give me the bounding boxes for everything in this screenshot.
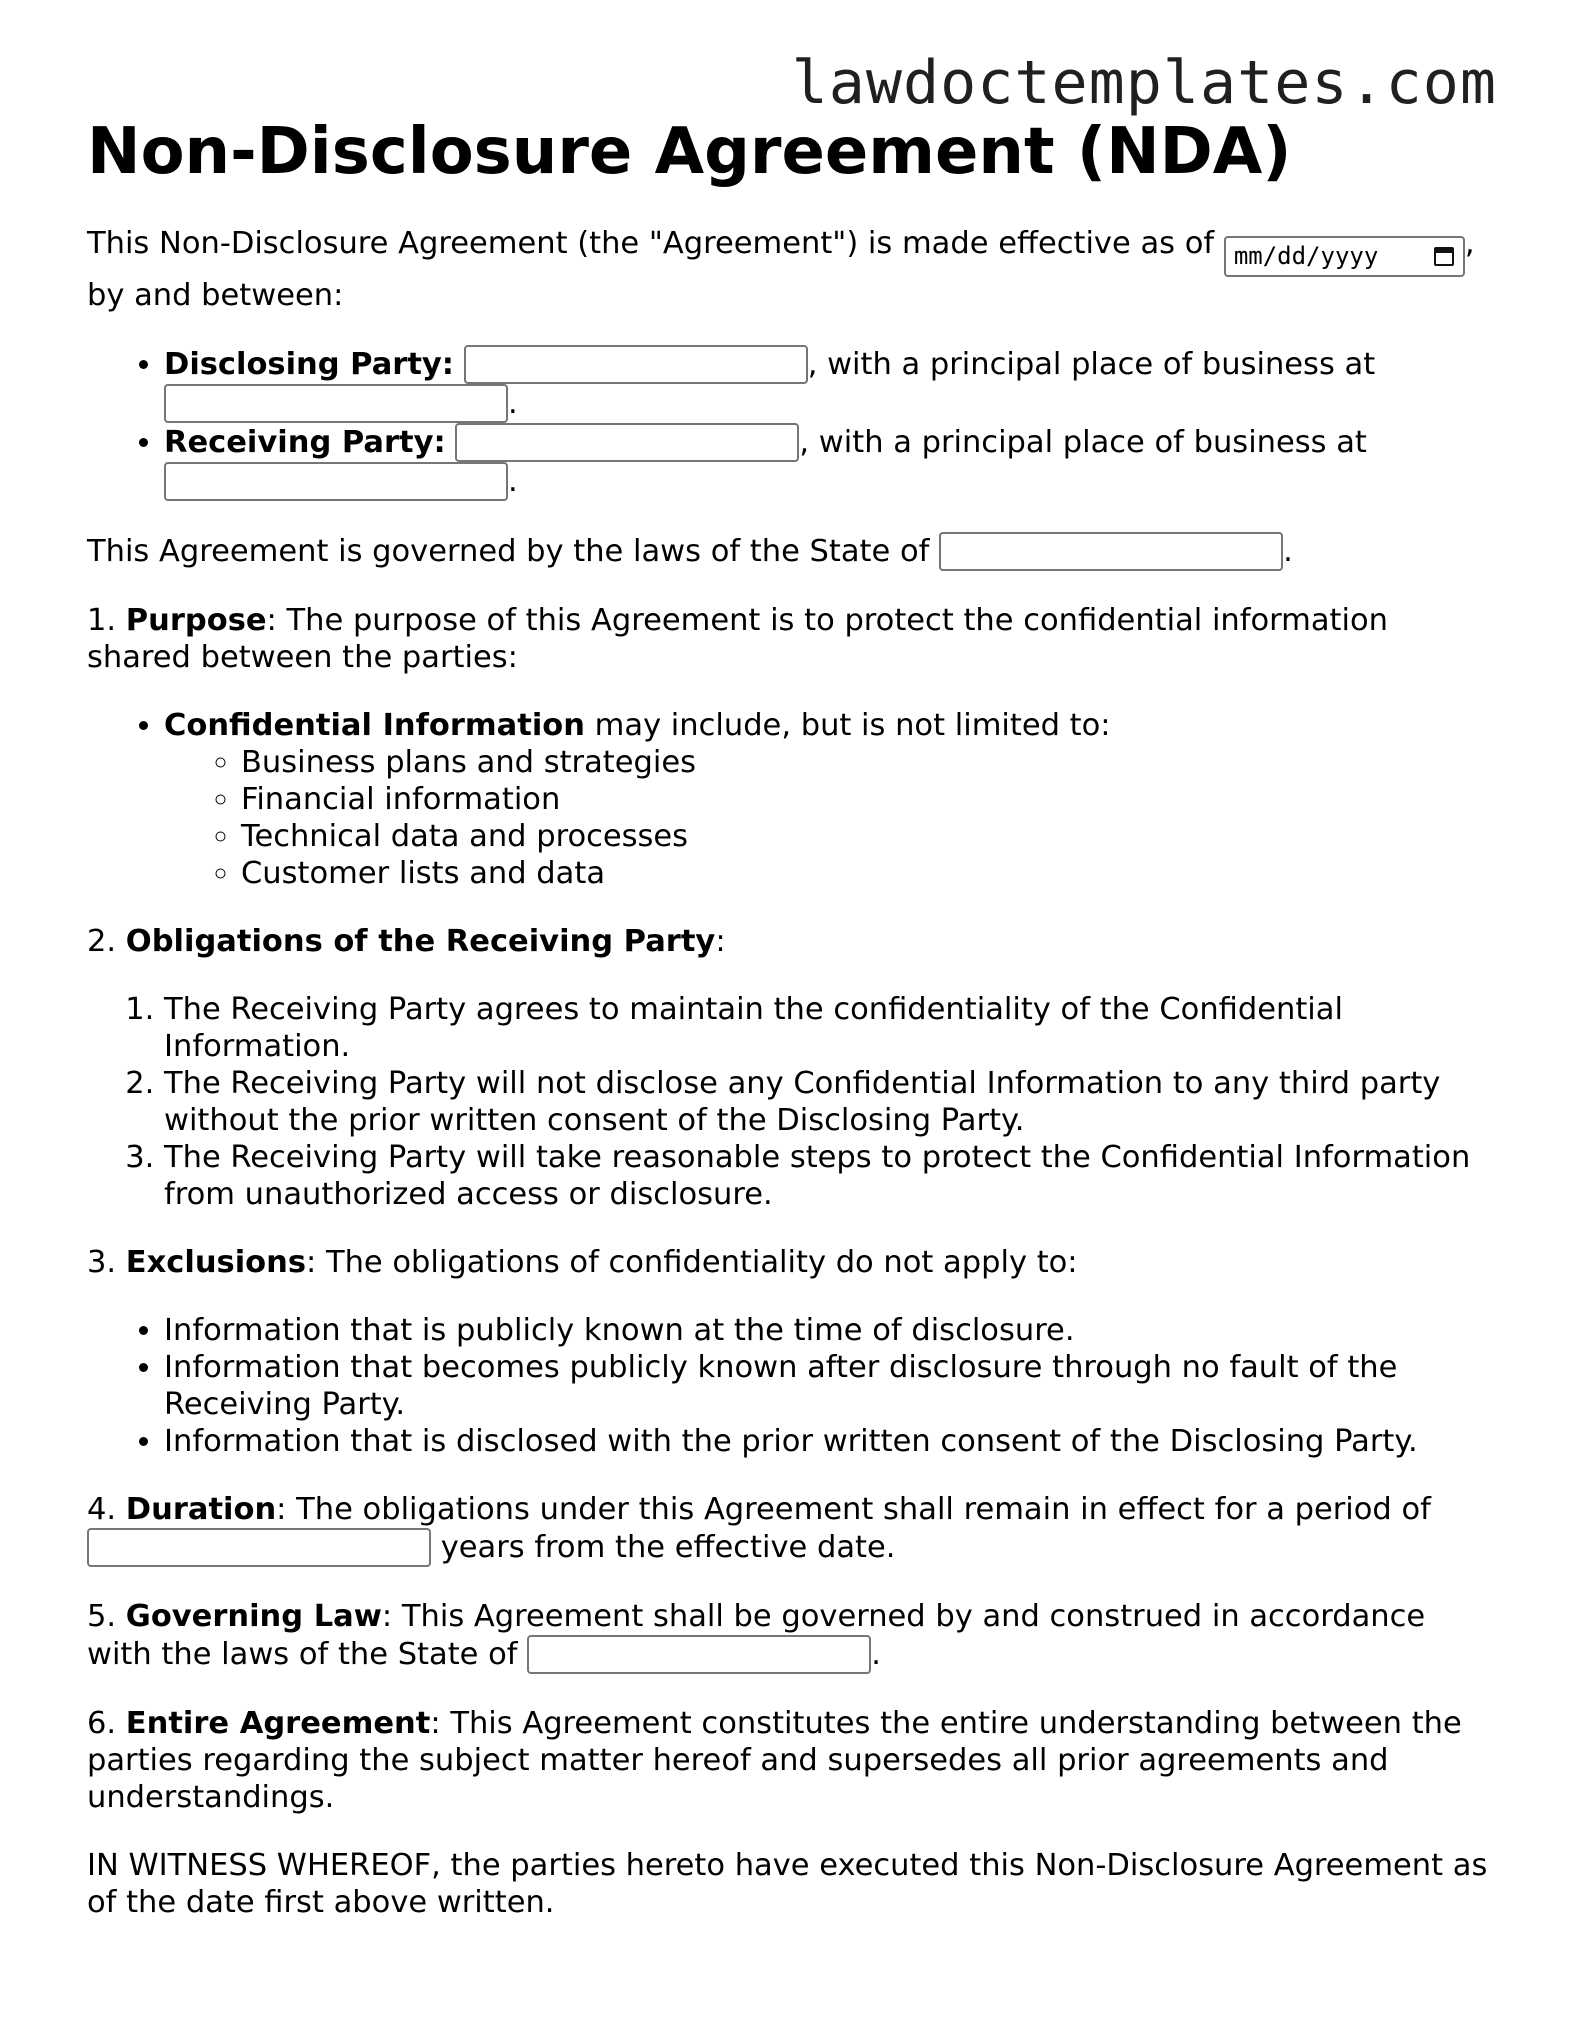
list-item: ◦ Technical data and processes — [241, 818, 1497, 855]
obligations-paragraph — [87, 923, 1497, 960]
duration-after: years from the effective date. — [431, 1530, 896, 1565]
section-text: : This Agreement constitutes the entire understanding between the parties regarding the subject matter hereof and supersedes all prior agreements and understandings. — [87, 1706, 1462, 1815]
section-heading: Entire Agreement — [125, 1706, 431, 1741]
document-body — [87, 225, 1497, 1952]
list-item: ◦ Business plans and strategies — [241, 744, 1497, 781]
list-item: • Information that is disclosed with the prior written consent of the Disclosing Party. — [164, 1423, 1497, 1460]
list-item: 3. The Receiving Party will take reasonable steps to protect the Confidential Information from unauthorized access or disclosure. — [164, 1139, 1497, 1213]
receiving-party-label: Receiving Party: — [164, 425, 446, 460]
page-title: Non-Disclosure Agreement (NDA) — [87, 115, 1292, 189]
section-heading: Obligations of the Receiving Party — [125, 924, 716, 959]
section-text: : The obligations of confidentiality do not apply to: — [305, 1245, 1078, 1280]
governing-law-state-input[interactable] — [527, 1635, 871, 1674]
list-item: 2. The Receiving Party will not disclose any Confidential Information to any third party without the prior written consent of the Disclosing Party. — [164, 1065, 1497, 1139]
intro-paragraph — [87, 225, 1497, 314]
governed-end: . — [1283, 534, 1293, 569]
party-text: , with a principal place of business at — [807, 347, 1376, 382]
disclosing-party-label: Disclosing Party: — [164, 347, 455, 382]
list-item: • Information that is publicly known at the time of disclosure. — [164, 1312, 1497, 1349]
party-end: . — [508, 386, 518, 421]
parties-list — [87, 345, 1497, 501]
ci-label: Confidential Information — [164, 708, 585, 743]
section-number: 6. — [87, 1706, 126, 1741]
section-number: 5. — [87, 1599, 126, 1634]
governing-law-paragraph — [87, 1598, 1497, 1674]
ci-sublist — [164, 744, 1497, 892]
intro-text: This Non-Disclosure Agreement (the "Agreement") is made effective as of — [87, 226, 1224, 261]
entire-agreement-paragraph — [87, 1705, 1497, 1816]
disclosing-party-name-input[interactable] — [464, 345, 808, 384]
section-number: 1. — [87, 603, 126, 638]
list-item — [164, 345, 1497, 423]
date-placeholder: mm/dd/yyyy — [1233, 242, 1379, 270]
section-heading: Exclusions — [125, 1245, 306, 1280]
duration-years-input[interactable] — [87, 1528, 431, 1567]
section-text: : This Agreement shall be governed by and construed in accordance with the laws of the State of — [87, 1599, 1426, 1672]
list-item: ◦ Financial information — [241, 781, 1497, 818]
list-item: ◦ Customer lists and data — [241, 855, 1497, 892]
witness-paragraph: IN WITNESS WHEREOF, the parties hereto have executed this Non-Disclosure Agreement as of the date first above written. — [87, 1848, 1488, 1920]
party-end: . — [508, 464, 518, 499]
duration-paragraph — [87, 1491, 1497, 1567]
party-text: , with a principal place of business at — [799, 425, 1367, 460]
governing-law-end: . — [871, 1637, 881, 1672]
list-item — [164, 707, 1497, 892]
purpose-paragraph — [87, 602, 1497, 676]
section-number: 2. — [87, 924, 126, 959]
exclusions-paragraph — [87, 1244, 1497, 1281]
watermark: lawdoctemplates.com — [791, 48, 1497, 118]
section-colon: : — [715, 924, 726, 959]
calendar-icon[interactable] — [1434, 247, 1454, 266]
section-text: : The purpose of this Agreement is to protect the confidential information shared between the parties: — [87, 603, 1388, 675]
obligations-list — [87, 991, 1497, 1213]
governing-state-input[interactable] — [939, 532, 1283, 571]
section-heading: Governing Law — [125, 1599, 382, 1634]
list-item: 1. The Receiving Party agrees to maintain the confidentiality of the Confidential Information. — [164, 991, 1497, 1065]
list-item — [164, 423, 1497, 501]
receiving-party-address-input[interactable] — [164, 462, 508, 501]
section-number: 4. — [87, 1492, 126, 1527]
section-heading: Purpose — [125, 603, 267, 638]
governed-text: This Agreement is governed by the laws of the State of — [87, 534, 940, 569]
effective-date-input[interactable] — [1224, 236, 1465, 277]
section-text: : The obligations under this Agreement shall remain in effect for a period of — [276, 1492, 1431, 1527]
list-item: • Information that becomes publicly known after disclosure through no fault of the Receiving Party. — [164, 1349, 1497, 1423]
section-number: 3. — [87, 1245, 126, 1280]
disclosing-party-address-input[interactable] — [164, 384, 508, 423]
governed-paragraph — [87, 532, 1497, 571]
section-heading: Duration — [125, 1492, 277, 1527]
ci-text: may include, but is not limited to: — [584, 708, 1111, 743]
confidential-info-list — [87, 707, 1497, 892]
receiving-party-name-input[interactable] — [455, 423, 799, 462]
exclusions-list — [87, 1312, 1497, 1460]
intro-text-end: , by and between: — [87, 226, 1475, 313]
